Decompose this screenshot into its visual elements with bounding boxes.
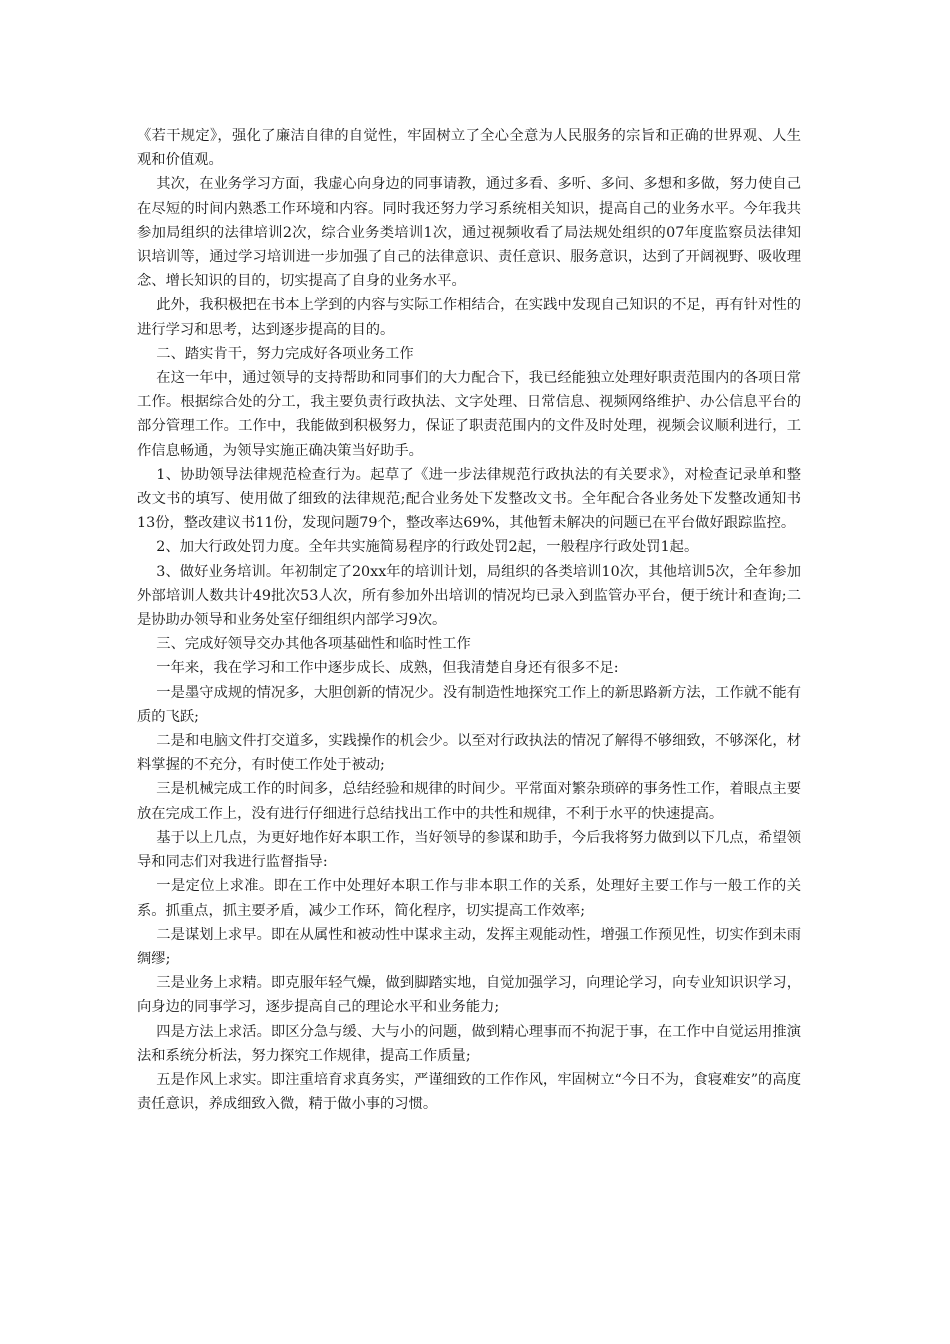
paragraph-3: 此外，我积极把在书本上学到的内容与实际工作相结合，在实践中发现自己知识的不足，再有针对性的进行学习和思考，达到逐步提高的目的。	[137, 297, 801, 338]
paragraph-5: 在这一年中，通过领导的支持帮助和同事们的大力配合下，我已经能独立处理好职责范围内的各项日常工作。根据综合处的分工，我主要负责行政执法、文字处理、日常信息、视频网络维护、办公信息平台的部分管理工作。工作中，我能做到积极努力，保证了职责范围内的文件及时处理，视频会议顺利进行，工作信息畅通，为领导实施正确决策当好助手。	[137, 370, 801, 459]
list-item-2: 2、加大行政处罚力度。全年共实施简易程序的行政处罚2起，一般程序行政处罚1起。	[156, 539, 699, 556]
shortcoming-3: 三是机械完成工作的时间多，总结经验和规律的时间少。平常面对繁杂琐碎的事务性工作，着眼点主要放在完成工作上，没有进行仔细进行总结找出工作中的共性和规律，不利于水平的快速提高。	[137, 781, 801, 822]
goal-2: 二是谋划上求早。即在从属性和被动性中谋求主动，发挥主观能动性，增强工作预见性，切实作到未雨绸缪;	[137, 926, 801, 967]
goal-3: 三是业务上求精。即克服年轻气燥，做到脚踏实地，自觉加强学习，向理论学习，向专业知识识学习，向身边的同事学习，逐步提高自己的理论水平和业务能力;	[137, 975, 801, 1016]
list-item-3: 3、做好业务培训。年初制定了20xx年的培训计划，局组织的各类培训10次，其他培训5次，全年参加外部培训人数共计49批次53人次，所有参加外出培训的情况均已录入到监管办平台，便于统计和查询;二是协助办领导和业务处室仔细组织内部学习9次。	[137, 563, 801, 629]
shortcoming-1: 一是墨守成规的情况多，大胆创新的情况少。没有制造性地探究工作上的新思路新方法，工作就不能有质的飞跃;	[137, 684, 801, 725]
section-heading-3: 三、完成好领导交办其他各项基础性和临时性工作	[156, 636, 471, 653]
shortcoming-2: 二是和电脑文件打交道多，实践操作的机会少。以至对行政执法的情况了解得不够细致，不够深化，材料掌握的不充分，有时使工作处于被动;	[137, 733, 801, 774]
paragraph-1: 《若干规定》，强化了廉洁自律的自觉性，牢固树立了全心全意为人民服务的宗旨和正确的世界观、人生观和价值观。	[137, 128, 801, 169]
goal-4: 四是方法上求活。即区分急与缓、大与小的问题，做到精心理事而不拘泥于事，在工作中自觉运用推演法和系统分析法，努力探究工作规律，提高工作质量;	[137, 1023, 801, 1064]
paragraph-2: 其次，在业务学习方面，我虚心向身边的同事请教，通过多看、多听、多问、多想和多做，努力使自己在尽短的时间内熟悉工作环境和内容。同时我还努力学习系统相关知识，提高自己的业务水平。今年我共参加局组织的法律培训2次，综合业务类培训1次，通过视频收看了局法规处组织的07年度监察员法律知识培训等，通过学习培训进一步加强了自己的法律意识、责任意识、服务意识，达到了开阔视野、吸收理念、增长知识的目的，切实提高了自身的业务水平。	[137, 176, 801, 290]
goal-5: 五是作风上求实。即注重培育求真务实，严谨细致的工作作风，牢固树立“今日不为，食寝难安”的高度责任意识，养成细致入微，精于做小事的习惯。	[137, 1071, 801, 1113]
document-body	[137, 124, 801, 1116]
paragraph-10: 一年来，我在学习和工作中逐步成长、成熟，但我清楚自身还有很多不足:	[156, 660, 619, 677]
paragraph-14: 基于以上几点，为更好地作好本职工作，当好领导的参谋和助手，今后我将努力做到以下几点，希望领导和同志们对我进行监督指导:	[137, 829, 801, 871]
list-item-1: 1、协助领导法律规范检查行为。起草了《进一步法律规范行政执法的有关要求》，对检查记录单和整改文书的填写、使用做了细致的法律规范;配合业务处下发整改文书。全年配合各业务处下发整改通知书13份，整改建议书11份，发现问题79个，整改率达69%，其他暂未解决的问题已在平台做好跟踪监控。	[137, 466, 801, 532]
section-heading-2: 二、踏实肯干，努力完成好各项业务工作	[156, 345, 414, 362]
goal-1: 一是定位上求准。即在工作中处理好本职工作与非本职工作的关系，处理好主要工作与一般工作的关系。抓重点，抓主要矛盾，减少工作环，简化程序，切实提高工作效率;	[137, 878, 801, 919]
